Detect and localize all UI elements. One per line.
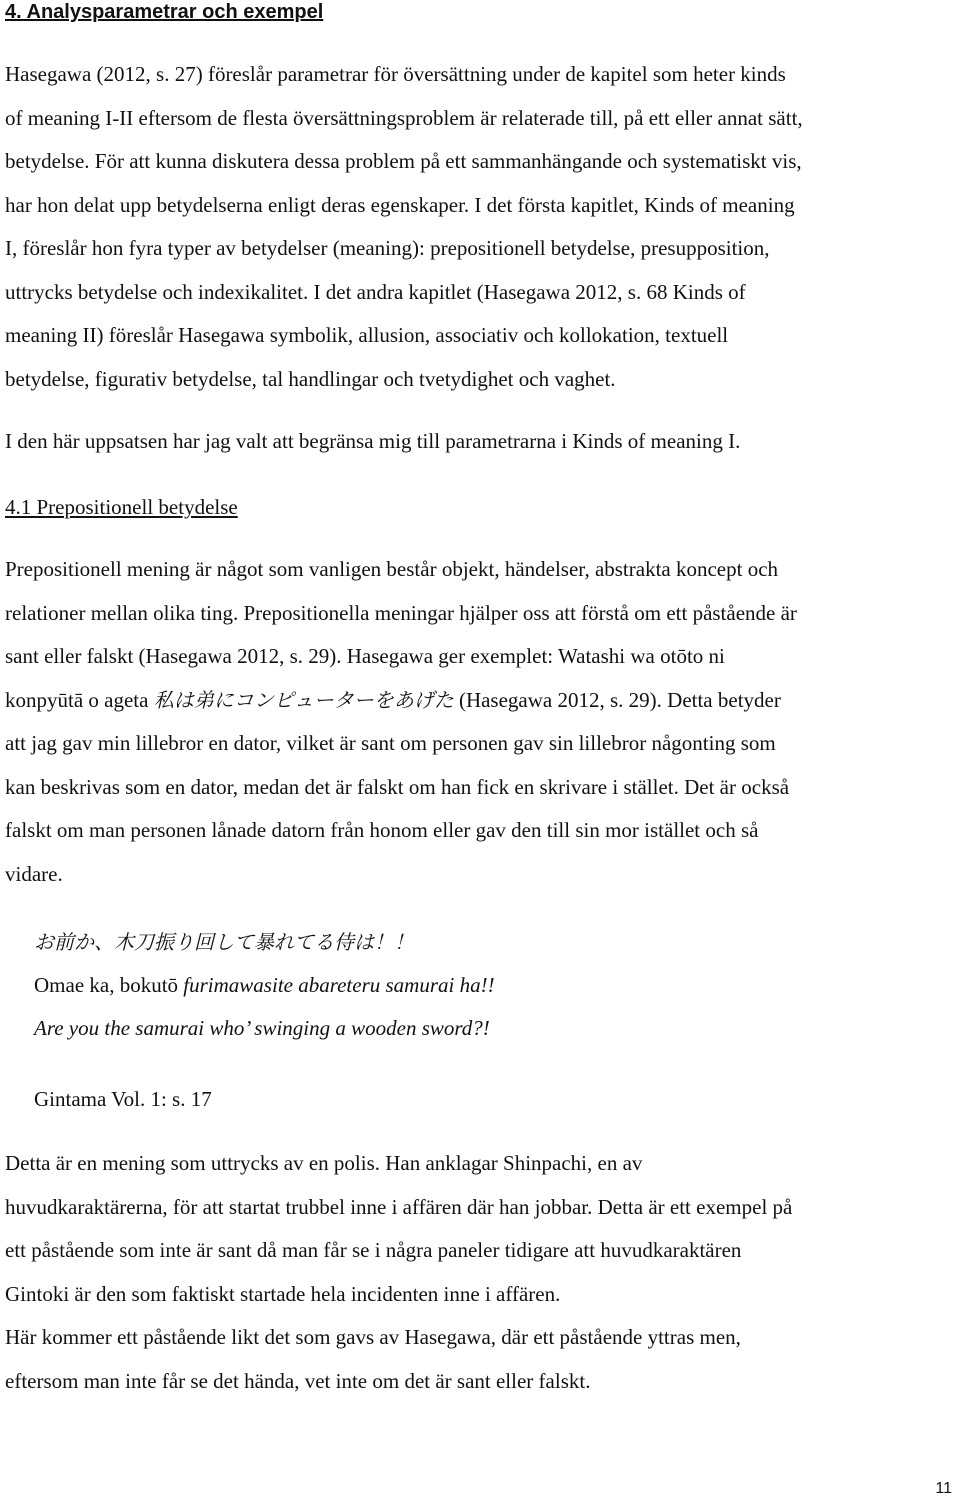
example-quote-romaji: Omae ka, bokutō furimawasite abareteru samurai ha!! — [34, 973, 495, 997]
intro-line: of meaning I-II eftersom de flesta översättningsproblem är relaterade till, på ett eller annat sätt, — [5, 105, 803, 130]
intro-line: I, föreslår hon fyra typer av betydelser (meaning): prepositionell betydelse, presupposition, — [5, 236, 770, 260]
body-line: att jag gav min lillebror en dator, vilket är sant om personen gav sin lillebror någonting som — [5, 731, 776, 755]
body-paragraph — [5, 548, 955, 896]
analysis-line: Här kommer ett påstående likt det som gavs av Hasegawa, där ett påstående yttras men, — [5, 1325, 741, 1349]
example-japanese: 私は弟にコンピューターをあげた — [153, 687, 454, 712]
intro-line: uttrycks betydelse och indexikalitet. I det andra kapitlet (Hasegawa 2012, s. 68 Kinds of — [5, 279, 746, 304]
section-heading: 4. Analysparametrar och exempel — [5, 1, 324, 23]
example-quote-translation: Are you the samurai who’ swinging a wooden sword?! — [34, 1016, 490, 1040]
intro-line: betydelse, figurativ betydelse, tal handlingar och tvetydighet och vaghet. — [5, 366, 616, 391]
scope-line: I den här uppsatsen har jag valt att begränsa mig till parametrarna i Kinds of meaning I. — [5, 429, 741, 453]
analysis-paragraph — [5, 1142, 955, 1403]
page-number: 11 — [935, 1480, 952, 1497]
example-romaji: konpyūtā o ageta — [5, 687, 149, 712]
citation-text: (Hasegawa 2012, s. 29). Detta betyder — [453, 687, 781, 712]
intro-line: Hasegawa (2012, s. 27) föreslår parametrar för översättning under de kapitel som heter kinds — [5, 62, 786, 86]
intro-line: betydelse. För att kunna diskutera dessa problem på ett sammanhängande och systematiskt vis, — [5, 149, 802, 173]
body-line: sant eller falskt (Hasegawa 2012, s. 29). Hasegawa ger exemplet: Watashi wa otōto ni — [5, 644, 725, 668]
analysis-line: eftersom man inte får se det hända, vet inte om det är sant eller falskt. — [5, 1368, 591, 1393]
body-line: relationer mellan olika ting. Prepositionella meningar hjälper oss att förstå om ett påstående är — [5, 600, 797, 625]
intro-paragraph — [5, 53, 955, 401]
body-line: vidare. — [5, 861, 63, 886]
body-line: Prepositionell mening är något som vanligen består objekt, händelser, abstrakta koncept och — [5, 557, 779, 581]
analysis-line: ett påstående som inte är sant då man får se i några paneler tidigare att huvudkaraktären — [5, 1238, 742, 1262]
intro-line: har hon delat upp betydelserna enligt deras egenskaper. I det första kapitlet, Kinds of meaning — [5, 192, 795, 217]
analysis-line: Gintoki är den som faktiskt startade hela incidenten inne i affären. — [5, 1281, 561, 1306]
body-line — [5, 679, 955, 723]
analysis-line: Detta är en mening som uttrycks av en polis. Han anklagar Shinpachi, en av — [5, 1151, 643, 1175]
example-quote-japanese: お前か、木刀振り回して暴れてる侍は！！ — [34, 930, 414, 954]
subsection-heading: 4.1 Prepositionell betydelse — [5, 495, 238, 519]
example-block — [34, 921, 495, 1050]
scope-paragraph — [5, 420, 955, 464]
example-source: Gintama Vol. 1: s. 17 — [34, 1087, 212, 1111]
body-line: falskt om man personen lånade datorn från honom eller gav den till sin mor istället och så — [5, 818, 759, 842]
analysis-line: huvudkaraktärerna, för att startat trubbel inne i affären där han jobbar. Detta är ett exempel på — [5, 1194, 793, 1219]
body-line: kan beskrivas som en dator, medan det är falskt om han fick en skrivare i stället. Det är också — [5, 774, 790, 799]
intro-line: meaning II) föreslår Hasegawa symbolik, allusion, associativ och kollokation, textuell — [5, 323, 729, 347]
